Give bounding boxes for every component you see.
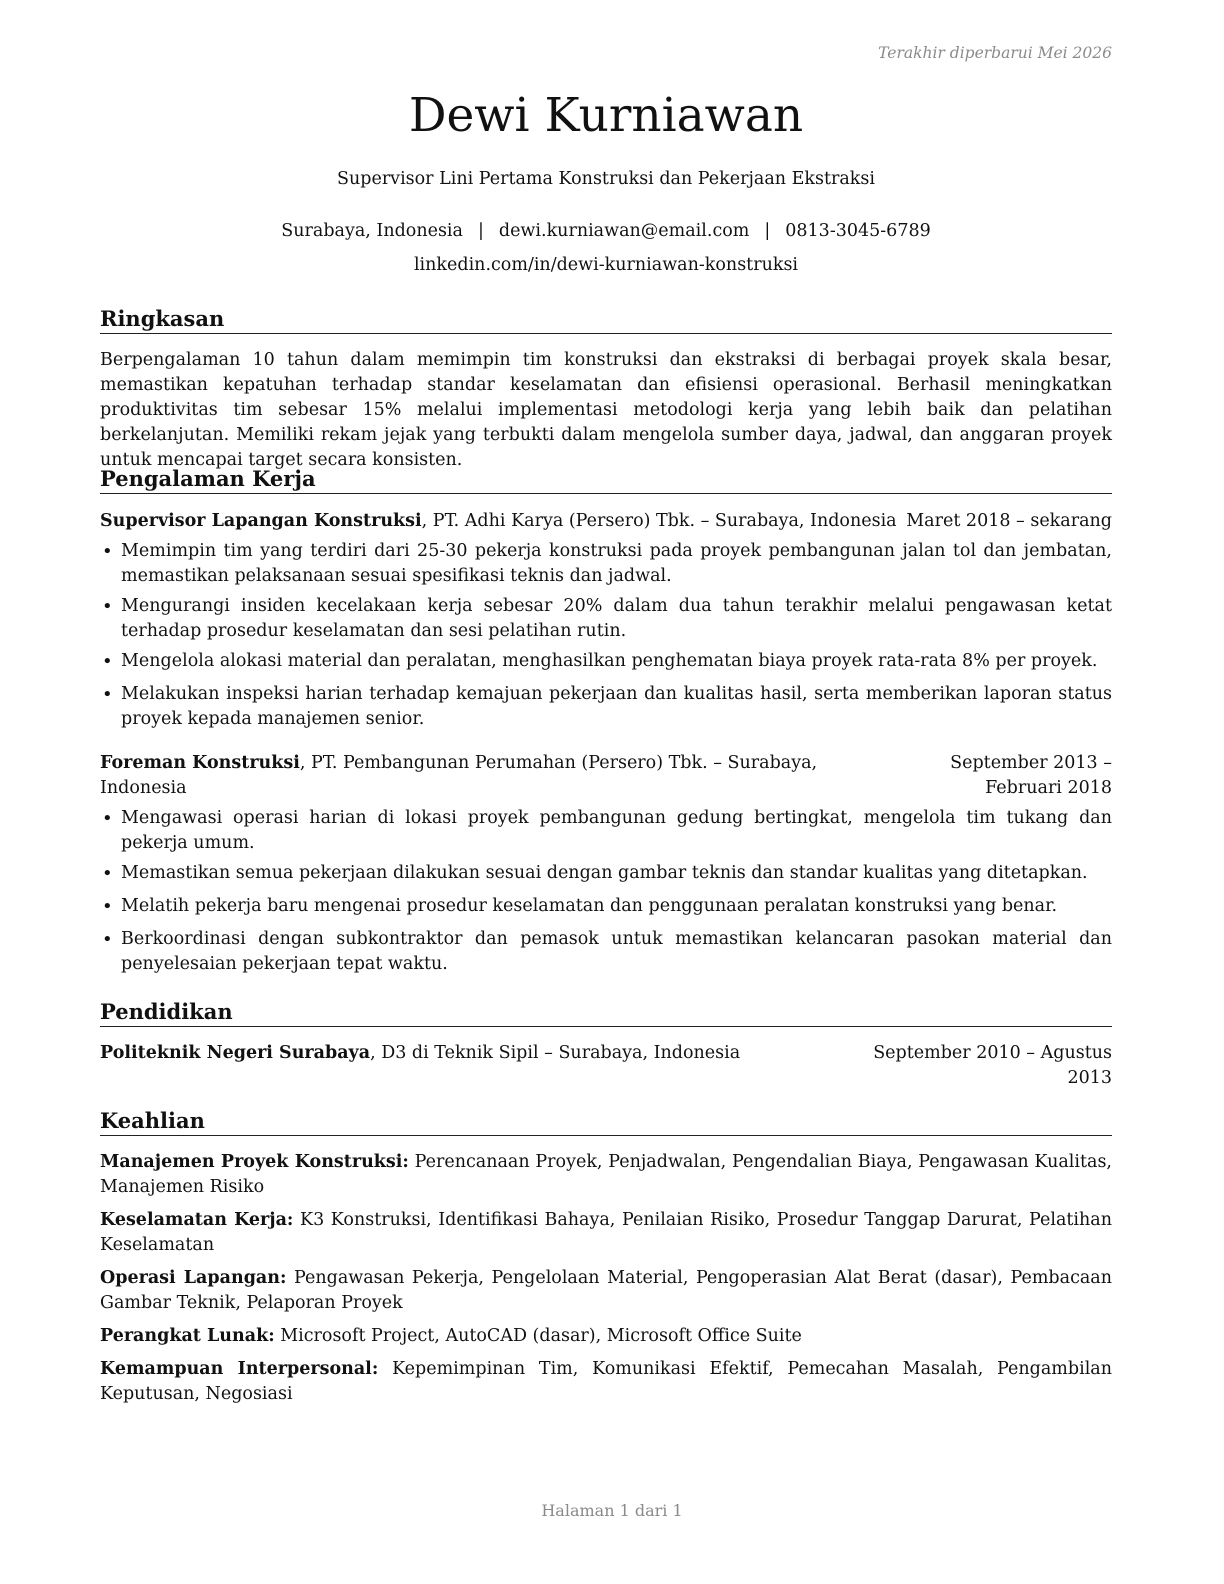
section-title: Keahlian bbox=[100, 1108, 1112, 1136]
section-title: Pengalaman Kerja bbox=[100, 466, 1112, 494]
skill-row bbox=[100, 1324, 1112, 1349]
list-item: • Mengurangi insiden kecelakaan kerja sebesar 20% dalam dua tahun terakhir melalui pengawasan ketat terhadap prosedur keselamatan dan sesi pelatihan rutin. bbox=[100, 594, 1112, 644]
education-section bbox=[100, 999, 1112, 1091]
email-link[interactable]: dewi.kurniawan@email.com bbox=[498, 221, 750, 241]
skills-list bbox=[100, 1150, 1112, 1407]
job-entry bbox=[100, 751, 1112, 977]
skill-value: Perencanaan Proyek, Penjadwalan, Pengendalian Biaya, Pengawasan Kualitas, Manajemen Risiko bbox=[100, 1152, 1112, 1197]
list-item: • Melakukan inspeksi harian terhadap kemajuan pekerjaan dan kualitas hasil, serta memberikan laporan status proyek kepada manajemen senior. bbox=[100, 682, 1112, 732]
job-dates: September 2013 – Februari 2018 bbox=[950, 753, 1112, 798]
summary-section bbox=[100, 306, 1112, 473]
skill-label: Operasi Lapangan: bbox=[100, 1268, 287, 1288]
skill-row bbox=[100, 1357, 1112, 1407]
education-entry bbox=[100, 1041, 1112, 1091]
skill-value: Kepemimpinan Tim, Komunikasi Efektif, Pemecahan Masalah, Pengambilan Keputusan, Negosiasi bbox=[100, 1359, 1112, 1404]
experience-section bbox=[100, 466, 1112, 982]
skill-label: Kemampuan Interpersonal: bbox=[100, 1359, 379, 1379]
skill-row bbox=[100, 1150, 1112, 1200]
education-dates: September 2010 – Agustus 2013 bbox=[873, 1043, 1112, 1088]
job-bullets bbox=[100, 806, 1112, 977]
phone: 0813-3045-6789 bbox=[785, 221, 931, 241]
list-item: • Memastikan semua pekerjaan dilakukan sesuai dengan gambar teknis dan standar kualitas yang ditetapkan. bbox=[100, 861, 1112, 886]
list-item: • Berkoordinasi dengan subkontraktor dan pemasok untuk memastikan kelancaran pasokan material dan penyelesaian pekerjaan tepat waktu. bbox=[100, 927, 1112, 977]
skill-row bbox=[100, 1208, 1112, 1258]
skill-label: Keselamatan Kerja: bbox=[100, 1210, 294, 1230]
degree-detail: , D3 di Teknik Sipil – Surabaya, Indonesia bbox=[370, 1043, 741, 1063]
job-header bbox=[100, 509, 1112, 534]
page-number: Halaman 1 dari 1 bbox=[541, 1501, 683, 1520]
linkedin-link[interactable]: linkedin.com/in/dewi-kurniawan-konstruksi bbox=[413, 255, 799, 275]
skill-value: Microsoft Project, AutoCAD (dasar), Microsoft Office Suite bbox=[274, 1326, 802, 1346]
job-entry bbox=[100, 509, 1112, 732]
job-role: Foreman Konstruksi bbox=[100, 753, 300, 773]
skill-label: Perangkat Lunak: bbox=[100, 1326, 275, 1346]
skill-value: Pengawasan Pekerja, Pengelolaan Material, Pengoperasian Alat Berat (dasar), Pembacaan Gambar Teknik, Pelaporan Proyek bbox=[100, 1268, 1113, 1313]
candidate-title: Supervisor Lini Pertama Konstruksi dan Pekerjaan Ekstraksi bbox=[337, 169, 875, 189]
skill-value: K3 Konstruksi, Identifikasi Bahaya, Penilaian Risiko, Prosedur Tanggap Darurat, Pelatihan Keselamatan bbox=[100, 1210, 1112, 1255]
summary-text: Berpengalaman 10 tahun dalam memimpin tim konstruksi dan ekstraksi di berbagai proyek skala besar, memastikan kepatuhan terhadap standar keselamatan dan efisiensi operasional. Berhasil meningkatkan produktivitas tim sebesar 15% melalui implementasi metodologi kerja yang lebih baik dan pelatihan berkelanjutan. Memiliki rekam jejak yang terbukti dalam mengelola sumber daya, jadwal, dan anggaran proyek untuk mencapai target secara konsisten. bbox=[100, 350, 1112, 470]
last-updated: Terakhir diperbarui Mei 2026 bbox=[878, 44, 1112, 62]
list-item: • Memimpin tim yang terdiri dari 25-30 pekerja konstruksi pada proyek pembangunan jalan tol dan jembatan, memastikan pelaksanaan sesuai spesifikasi teknis dan jadwal. bbox=[100, 539, 1112, 589]
job-role: Supervisor Lapangan Konstruksi bbox=[100, 511, 422, 531]
candidate-name: Dewi Kurniawan bbox=[408, 88, 804, 143]
list-item: • Mengelola alokasi material dan peralatan, menghasilkan penghematan biaya proyek rata-rata 8% per proyek. bbox=[100, 649, 1112, 674]
section-title: Ringkasan bbox=[100, 306, 1112, 334]
list-item: • Mengawasi operasi harian di lokasi proyek pembangunan gedung bertingkat, mengelola tim tukang dan pekerja umum. bbox=[100, 806, 1112, 856]
skills-section bbox=[100, 1108, 1112, 1415]
job-header bbox=[100, 751, 1112, 801]
job-org: , PT. Adhi Karya (Persero) Tbk. – Surabaya, Indonesia bbox=[421, 511, 897, 531]
job-dates: Maret 2018 – sekarang bbox=[906, 511, 1112, 531]
contact-line bbox=[100, 219, 1112, 243]
skill-label: Manajemen Proyek Konstruksi: bbox=[100, 1152, 409, 1172]
location: Surabaya, Indonesia bbox=[281, 221, 463, 241]
job-bullets bbox=[100, 539, 1112, 732]
job-org: , PT. Pembangunan Perumahan (Persero) Tbk. – Surabaya, Indonesia bbox=[100, 753, 818, 798]
list-item: • Melatih pekerja baru mengenai prosedur keselamatan dan penggunaan peralatan konstruksi yang benar. bbox=[100, 894, 1112, 919]
section-title: Pendidikan bbox=[100, 999, 1112, 1027]
separator: | bbox=[764, 221, 771, 241]
school-name: Politeknik Negeri Surabaya bbox=[100, 1043, 371, 1063]
skill-row bbox=[100, 1266, 1112, 1316]
separator: | bbox=[477, 221, 484, 241]
